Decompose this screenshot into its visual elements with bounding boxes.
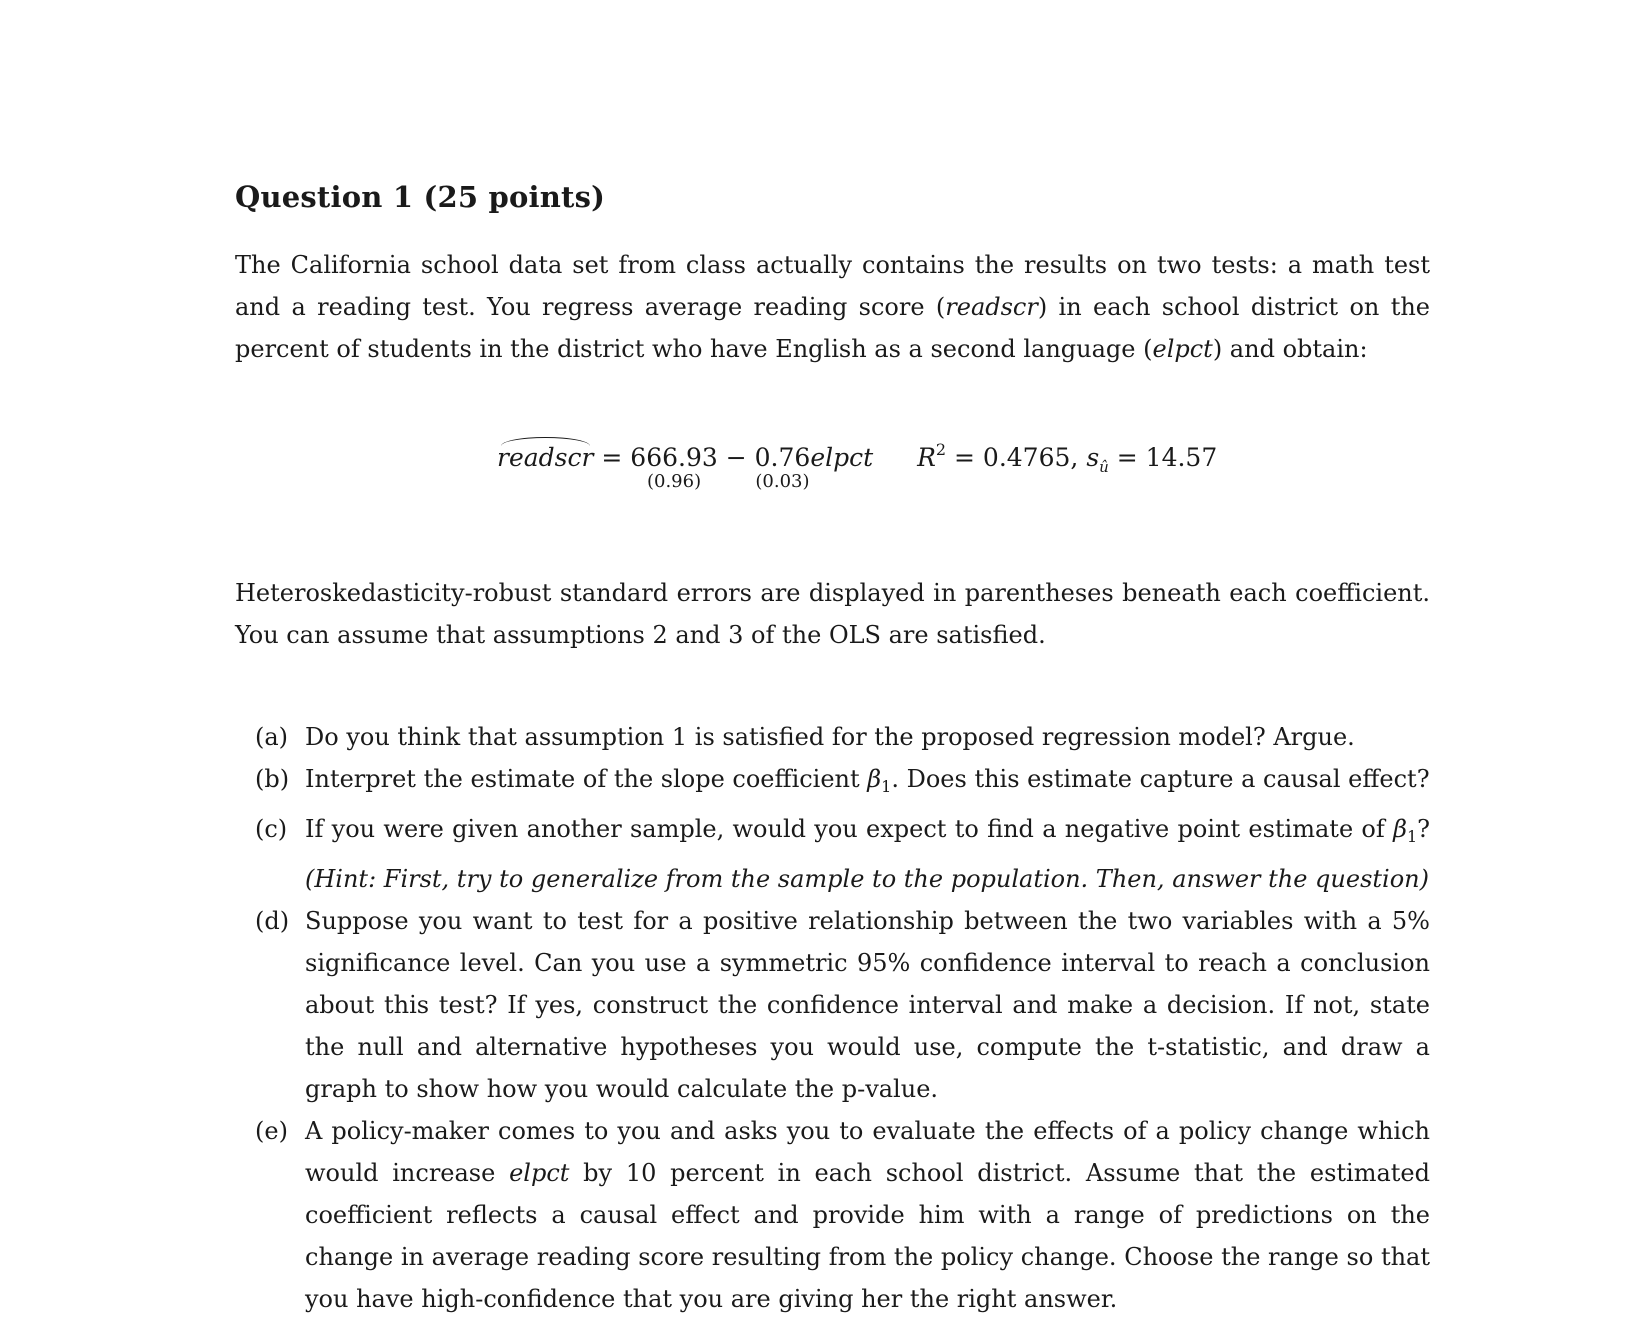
eq-equals: = bbox=[601, 443, 623, 472]
eq-intercept-value: 666.93 bbox=[630, 443, 718, 472]
intro-text-2: ) in each school district on the percent of students in the district who have English as a second language ( bbox=[235, 293, 1430, 363]
item-text-before: A policy-maker comes to you and asks you to evaluate the effects of a policy change which would increase bbox=[305, 1117, 1430, 1187]
item-label: (c) bbox=[255, 815, 288, 843]
document-page bbox=[235, 180, 1430, 1320]
item-label: (e) bbox=[255, 1117, 288, 1145]
item-text: Do you think that assumption 1 is satisfied for the proposed regression model? Argue. bbox=[305, 723, 1355, 751]
item-label: (a) bbox=[255, 723, 289, 751]
eq-slope bbox=[754, 443, 811, 492]
item-e bbox=[235, 1110, 1430, 1320]
item-d bbox=[235, 900, 1430, 1110]
beta-symbol: β bbox=[1393, 815, 1407, 843]
item-text-after: by 10 percent in each school district. Assume that the estimated coefficient reflects a causal effect and provide him with a range of predictions on the change in average reading score resulting from the policy change. Choose the range so that you have high-confidence that you are giving her the right answer. bbox=[305, 1159, 1430, 1313]
beta-subscript: 1 bbox=[881, 777, 892, 796]
equation-line bbox=[497, 440, 1218, 492]
eq-slope-value: 0.76 bbox=[754, 443, 811, 472]
eq-s-value: = 14.57 bbox=[1116, 443, 1218, 472]
regression-equation bbox=[235, 440, 1430, 510]
item-text-after: . Does this estimate capture a causal effect? bbox=[891, 765, 1430, 793]
intro-var-readscr: readscr bbox=[945, 293, 1038, 321]
intro-text-1: The California school data set from class actually contains the results on two tests: a math test and a reading test. You regress average reading score ( bbox=[235, 251, 1430, 321]
beta-subscript: 1 bbox=[1406, 827, 1418, 846]
eq-s-label: s bbox=[1086, 443, 1100, 472]
item-c bbox=[235, 808, 1430, 900]
eq-regressor: elpct bbox=[810, 443, 874, 472]
item-hint: (Hint: First, try to generalize from the sample to the population. Then, answer the question) bbox=[305, 865, 1429, 893]
item-label: (d) bbox=[255, 907, 290, 935]
item-b bbox=[235, 758, 1430, 808]
question-items bbox=[235, 716, 1430, 1320]
eq-lhs-readscr-hat: readscr bbox=[497, 443, 594, 472]
eq-r2-label: R bbox=[917, 443, 936, 472]
intro-paragraph bbox=[235, 244, 1430, 370]
note-paragraph: Heteroskedasticity-robust standard errors are displayed in parentheses beneath each coefficient. You can assume that assumptions 2 and 3 of the OLS are satisfied. bbox=[235, 579, 1430, 649]
intro-text-3: ) and obtain: bbox=[1212, 335, 1368, 363]
eq-r2-value: = 0.4765, bbox=[954, 443, 1079, 472]
intro-var-elpct: elpct bbox=[1152, 335, 1213, 363]
beta-symbol: β bbox=[867, 765, 882, 793]
question-title: Question 1 (25 points) bbox=[235, 180, 606, 214]
item-var-elpct: elpct bbox=[509, 1159, 570, 1187]
item-label: (b) bbox=[255, 765, 290, 793]
eq-r2-exponent: 2 bbox=[935, 440, 947, 459]
item-a bbox=[235, 716, 1430, 758]
eq-s-subscript: û bbox=[1099, 458, 1109, 476]
eq-slope-se: (0.03) bbox=[755, 471, 810, 492]
eq-intercept-se: (0.96) bbox=[646, 471, 702, 492]
item-text-before: If you were given another sample, would you expect to find a negative point estimate of bbox=[305, 815, 1394, 843]
item-text: Suppose you want to test for a positive relationship between the two variables with a 5% significance level. Can you use a symmetric 95% confidence interval to reach a conclusion about this test? If yes, construct the confidence interval and make a decision. If not, state the null and alternative hypotheses you would use, compute the t-statistic, and draw a graph to show how you would calculate the p-value. bbox=[305, 907, 1430, 1103]
item-text-before: Interpret the estimate of the slope coefficient bbox=[305, 765, 868, 793]
eq-intercept bbox=[630, 443, 718, 492]
eq-minus: − bbox=[725, 443, 747, 472]
item-text-after: ? bbox=[1417, 815, 1430, 843]
